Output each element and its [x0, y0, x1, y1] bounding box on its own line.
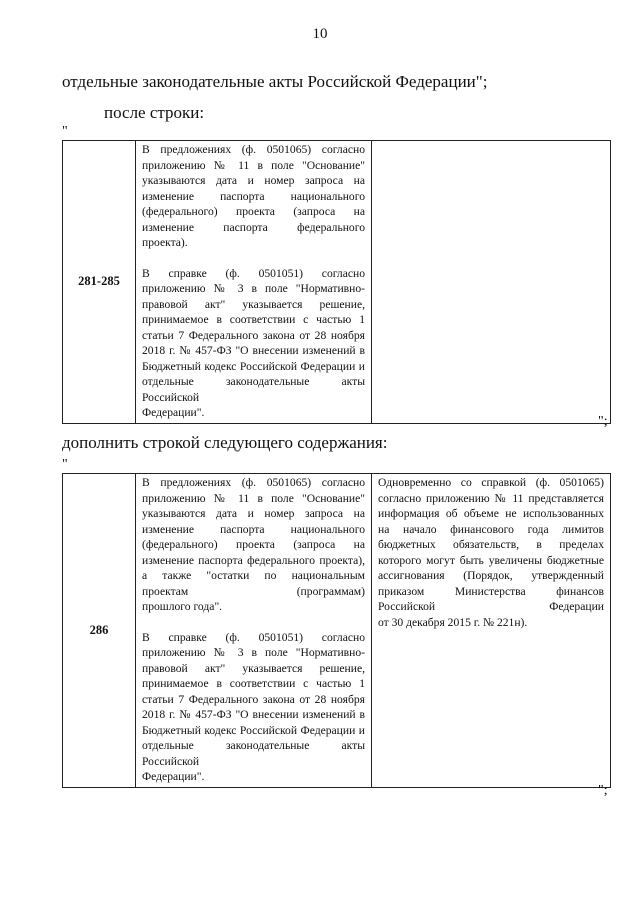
text-line: бюджетные ассигнования (Порядок, [378, 553, 604, 582]
text-line: законодательные акты Российской [142, 739, 365, 768]
text-line: кодекс Российской Федерации и отдельные [142, 723, 365, 752]
row-number: 281-285 [63, 141, 136, 424]
text-line: правовой акт" указывается решение, [142, 297, 365, 311]
text-line: "О внесении изменений в Бюджетный [142, 344, 365, 373]
text-line: (федерального) проекта (запроса на [142, 205, 365, 218]
paragraph-add-row: дополнить строкой следующего содержания: [62, 433, 388, 452]
table2-description-cell [136, 474, 372, 788]
text-line: информация об объеме не использованных [378, 507, 604, 520]
text-line: принимаемое в соответствии с частью 1 [142, 677, 365, 690]
paragraph-after-line: после строки: [104, 103, 205, 122]
table-row [63, 474, 611, 788]
text-line: В справке (ф. 0501051) согласно [142, 630, 365, 644]
table1-description-cell [136, 141, 372, 424]
table-row-286 [62, 473, 611, 788]
text-line: проекта). [142, 236, 188, 249]
text-line: бюджетных обязательств, в пределах [378, 538, 604, 551]
row-number: 286 [63, 474, 136, 788]
closing-quote-2: "; [598, 783, 608, 798]
text-line: на изменение паспорта национального [142, 507, 366, 536]
text-line: согласно приложению № 11 представляется [378, 491, 604, 505]
text-line: приложению № 11 в поле "Основание" [142, 491, 365, 505]
text-line: Федерации". [142, 406, 205, 419]
table1-para2 [142, 266, 365, 421]
text-line: статьи 7 Федерального закона [142, 328, 295, 342]
text-line: указываются дата и номер запроса на [142, 174, 365, 187]
text-line: изменение паспорта федерального [142, 220, 365, 234]
text-line: законодательные акты Российской [142, 375, 365, 404]
text-line: от 30 декабря 2015 г. № 221н). [378, 615, 528, 629]
paragraph-intro: отдельные законодательные акты Российской Федерации"; [62, 72, 488, 91]
text-line: от 28 ноября 2018 г. № 457-ФЗ [142, 328, 365, 357]
text-line: от 28 ноября 2018 г. № 457-ФЗ [142, 692, 365, 721]
table-rows-281-285 [62, 140, 611, 424]
table2-para2 [142, 630, 365, 785]
text-line: прошлого года". [142, 600, 223, 613]
text-line: которого могут быть увеличены [378, 553, 543, 567]
text-line: В предложениях (ф. 0501065) согласно [142, 476, 365, 489]
text-line: приложению № 3 в поле "Нормативно- [142, 282, 365, 295]
table2-para1 [142, 475, 365, 615]
text-line: кодекс Российской Федерации и отдельные [142, 359, 365, 388]
text-line: статьи 7 Федерального закона [142, 692, 295, 706]
text-line: Одновременно со справкой (ф. 0501065) [378, 476, 604, 489]
closing-quote-1: "; [598, 414, 608, 429]
text-line: правовой акт" указывается решение, [142, 661, 365, 675]
table1-empty-cell [372, 141, 611, 424]
text-line: Федерации". [142, 770, 205, 783]
text-line: изменение паспорта национального [142, 189, 365, 203]
text-line: В справке (ф. 0501051) согласно [142, 266, 365, 280]
text-line: приложению № 11 в поле "Основание" [142, 158, 365, 172]
text-line: В предложениях (ф. 0501065) согласно [142, 143, 365, 156]
text-line: изменение паспорта федерального [142, 553, 316, 567]
table-row [63, 141, 611, 424]
table2-note [378, 475, 604, 630]
table2-note-cell [372, 474, 611, 788]
text-line: "О внесении изменений в Бюджетный [142, 708, 365, 737]
page-number: 10 [312, 26, 328, 42]
opening-quote-2: " [62, 457, 68, 472]
text-line: указываются дата и номер запроса [142, 507, 344, 520]
text-line: принимаемое в соответствии с частью 1 [142, 313, 365, 326]
text-line: проекта), а также "остатки по [142, 553, 365, 582]
text-line: финансов Российской Федерации [378, 584, 604, 613]
table1-para1 [142, 142, 365, 251]
text-line: приложению № 3 в поле "Нормативно- [142, 646, 365, 659]
text-line: утвержденный приказом Министерства [378, 569, 604, 598]
text-line: национальным проектам (программам) [142, 569, 365, 598]
opening-quote: " [62, 124, 68, 139]
text-line: на начало финансового года лимитов [378, 522, 604, 536]
text-line: (федерального) проекта (запроса на [142, 538, 365, 551]
